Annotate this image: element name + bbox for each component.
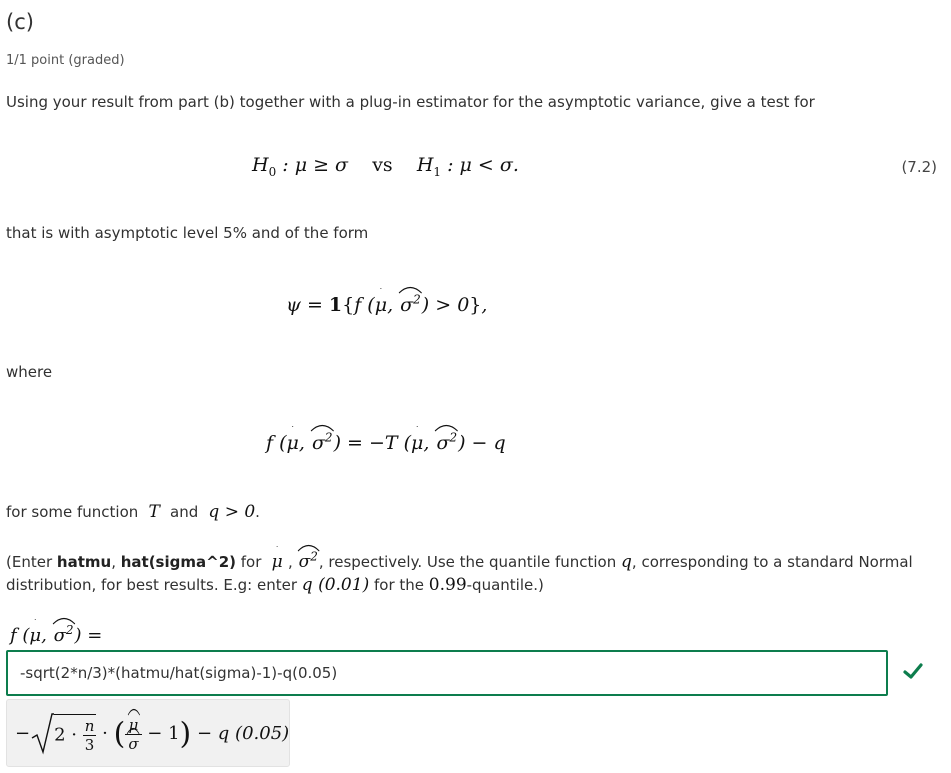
answer-preview [6, 699, 290, 767]
problem-intro: Using your result from part (b) together with a plug-in estimator for the asymptotic variance, give a test for [6, 93, 815, 111]
enter-instructions-line1: (Enter hatmu, hat(sigma^2) for μ , $\sigma^2$, respectively. Use the quantile function q, corresponding to a standard Normal [6, 552, 936, 572]
for-some-and: and [170, 503, 199, 521]
enter-line2-prefix: distribution, for best results. E.g: enter [6, 576, 298, 594]
enter-instructions-line2 [6, 575, 544, 595]
enter-prefix: (Enter [6, 553, 53, 571]
enter-for: for [240, 553, 262, 571]
enter-resp: , respectively. Use the quantile function [318, 553, 617, 571]
where-text: where [6, 363, 53, 381]
enter-hatmu: hatmu [56, 553, 112, 571]
answer-input[interactable] [6, 650, 888, 696]
enter-corresponding: , corresponding to a standard Normal [631, 553, 913, 571]
enter-line2-for: for the [373, 576, 424, 594]
preview-tail: − q (0.05) [197, 723, 290, 744]
q-example: q (0.01) [301, 575, 370, 595]
vs-label: vs [372, 154, 393, 176]
for-some-prefix: for some function [6, 503, 139, 521]
f-equation: f (μ, $\sigma^2) = -T$ (μ, $\sigma^2) - q$ [266, 432, 506, 454]
preview-formula: − 2 · $\frac{n}{3}$ · ( $\frac{\mu}{\sigma}$ − 1) − q (0.05) [15, 712, 289, 756]
correct-check-icon [902, 660, 924, 682]
quantile-example: 0.99 [428, 575, 467, 595]
sqrt-icon [30, 712, 54, 756]
answer-label: f (μ, $\sigma^2$) = [10, 625, 102, 646]
level-text: that is with asymptotic level 5% and of the form [6, 224, 369, 242]
enter-hatsigma: hat(sigma^2) [120, 553, 236, 571]
equation-number: (7.2) [901, 158, 937, 176]
problem-title: (c) [6, 10, 34, 34]
for-some-line: for some function T and q > 0. [6, 502, 260, 522]
enter-line2-suffix: -quantile.) [466, 576, 544, 594]
hypothesis-equation: $H_0$ : μ ≥ σ vs $H_1$ : μ < σ. [252, 154, 519, 179]
psi-equation: ψ = 1{f (μ, $\sigma^2) > 0$}, [286, 294, 487, 316]
points-label: 1/1 point (graded) [6, 53, 125, 68]
